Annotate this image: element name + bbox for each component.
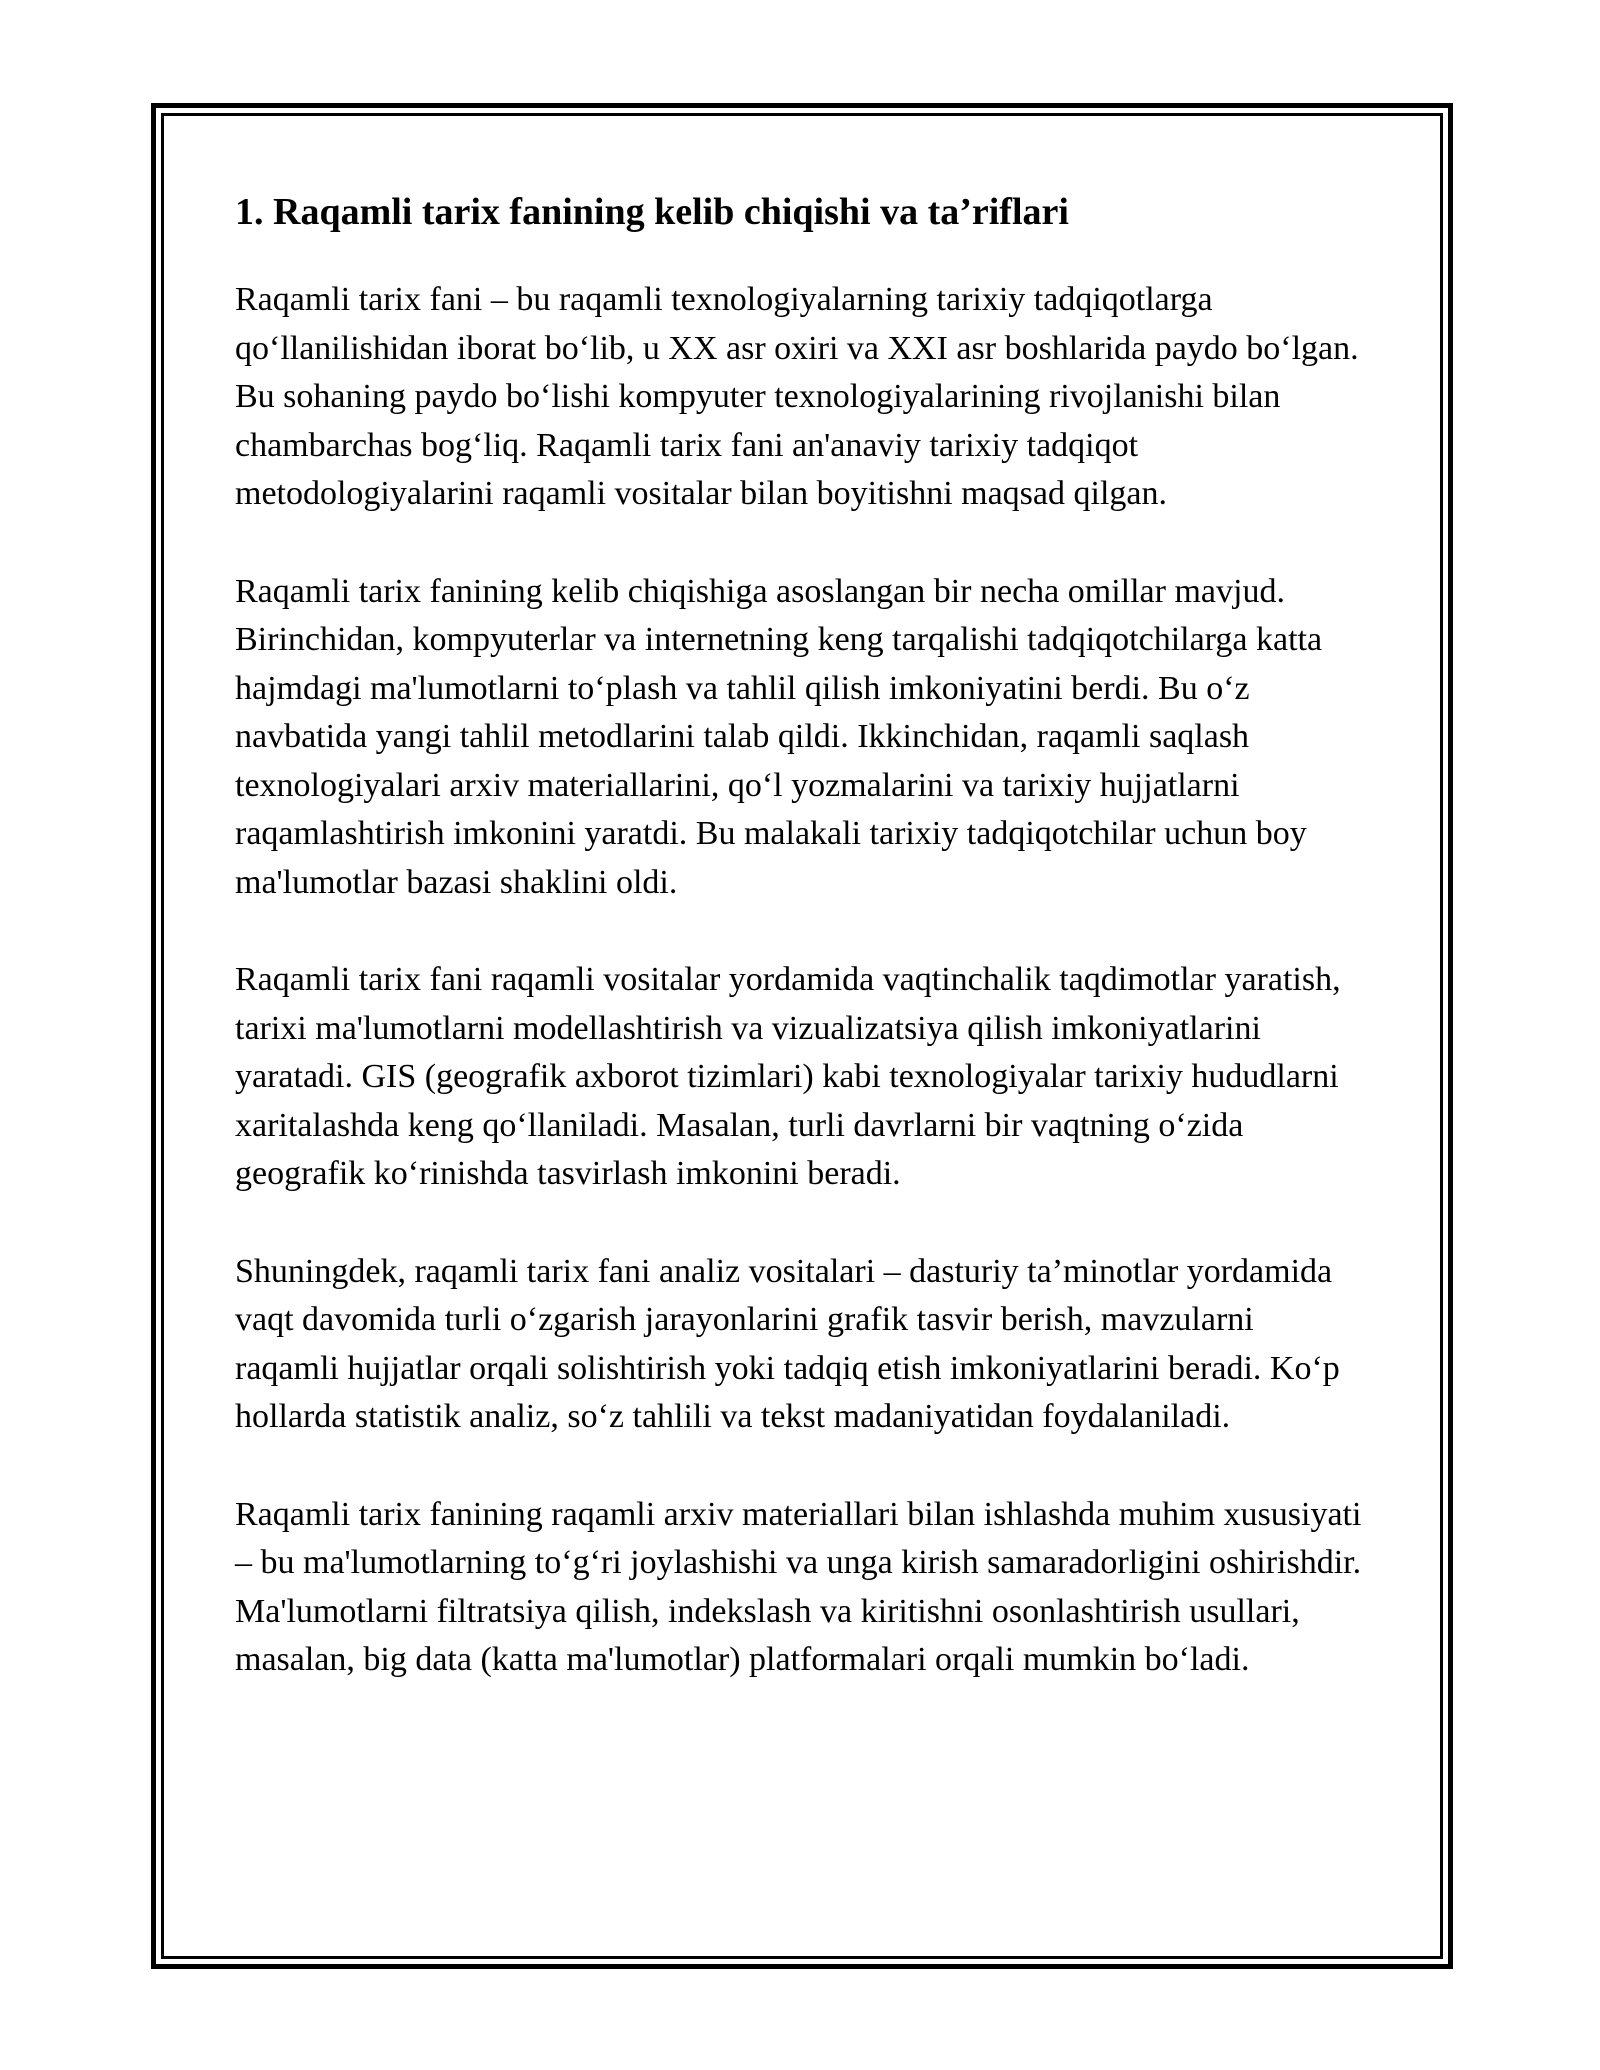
paragraph-2: Raqamli tarix fanining kelib chiqishiga asoslangan bir necha omillar mavjud. Birinchidan, kompyuterlar va internetning keng tarqalishi tadqiqotchilarga katta hajmdagi ma'lumotlarni to‘plash va tahlil qilish imkoniyatini berdi. Bu o‘z navbatida yangi tahlil metodlarini talab qildi. Ikkinchidan, raqamli saqlash texnologiyalari arxiv materiallarini, qo‘l yozmalarini va tarixiy hujjatlarni raqamlashtirish imkonini yaratdi. Bu malakali tarixiy tadqiqotchilar uchun boy ma'lumotlar bazasi shaklini oldi. bbox=[235, 572, 1323, 901]
document-body bbox=[235, 182, 1365, 1734]
section-heading: 1. Raqamli tarix fanining kelib chiqishi va ta’riflari bbox=[235, 191, 1069, 233]
paragraph-1: Raqamli tarix fani – bu raqamli texnologiyalarning tarixiy tadqiqotlarga qo‘llanilishidan iborat bo‘lib, u XX asr oxiri va XXI asr boshlarida paydo bo‘lgan. Bu sohaning paydo bo‘lishi kompyuter texnologiyalarining rivojlanishi bilan chambarchas bog‘liq. Raqamli tarix fani an'anaviy tarixiy tadqiqot metodologiyalarini raqamli vositalar bilan boyitishni maqsad qilgan. bbox=[235, 281, 1359, 512]
paragraph-3: Raqamli tarix fani raqamli vositalar yordamida vaqtinchalik taqdimotlar yaratish, tarixi ma'lumotlarni modellashtirish va vizualizatsiya qilish imkoniyatlarini yaratadi. GIS (geografik axborot tizimlari) kabi texnologiyalar tarixiy hududlarni xaritalashda keng qo‘llaniladi. Masalan, turli davrlarni bir vaqtning o‘zida geografik ko‘rinishda tasvirlash imkonini beradi. bbox=[235, 961, 1341, 1192]
paragraph-4: Shuningdek, raqamli tarix fani analiz vositalari – dasturiy ta’minotlar yordamida vaqt davomida turli o‘zgarish jarayonlarini grafik tasvir berish, mavzularni raqamli hujjatlar orqali solishtirish yoki tadqiq etish imkoniyatlarini beradi. Ko‘p hollarda statistik analiz, so‘z tahlili va tekst madaniyatidan foydalaniladi. bbox=[235, 1252, 1340, 1435]
paragraph-5: Raqamli tarix fanining raqamli arxiv materiallari bilan ishlashda muhim xususiyati – bu ma'lumotlarning to‘g‘ri joylashishi va unga kirish samaradorligini oshirishdir. Ma'lumotlarni filtratsiya qilish, indekslash va kiritishni osonlashtirish usullari, masalan, big data (katta ma'lumotlar) platformalari orqali mumkin bo‘ladi. bbox=[235, 1495, 1362, 1678]
